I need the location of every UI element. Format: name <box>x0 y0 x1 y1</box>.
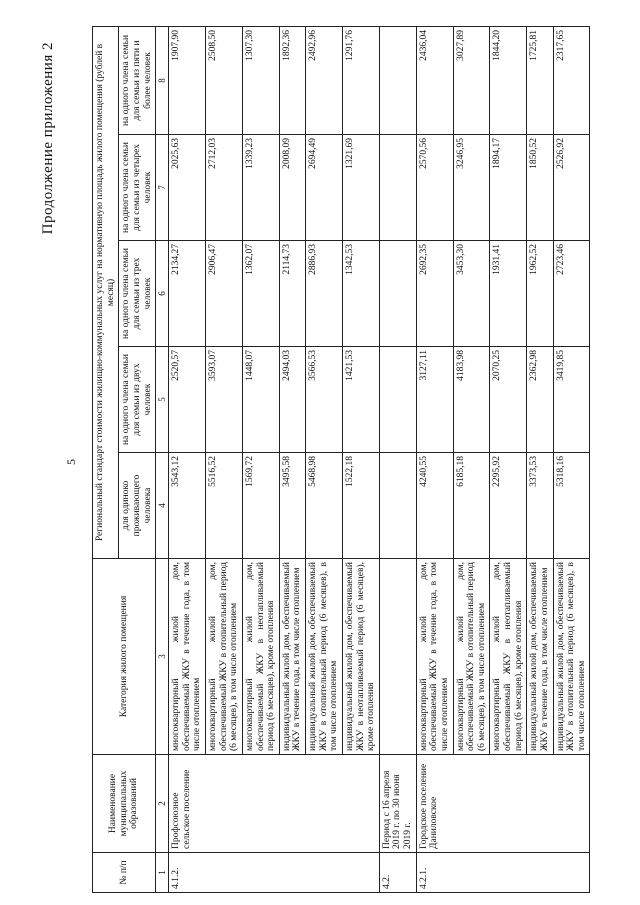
value-cell: 1894,17 <box>490 135 527 241</box>
value-cell: 2295,92 <box>490 453 527 559</box>
value-cell: 2692,35 <box>416 241 453 347</box>
value-cell: 4240,55 <box>416 453 453 559</box>
section-row <box>379 26 416 892</box>
value-cell: 1342,53 <box>342 241 379 347</box>
category-cell: многоквартирный жилой дом, обеспечиваемый ЖКУ в течение года, в том числе отоплением <box>169 559 206 755</box>
municipality-name: Городское поселение Даниловское <box>416 755 590 853</box>
value-cell: 3543,12 <box>169 453 206 559</box>
value-cell: 1339,23 <box>242 135 279 241</box>
col-number: 2 <box>156 755 169 853</box>
table-row <box>416 26 453 892</box>
value-cell: 2008,09 <box>279 135 305 241</box>
value-cell: 2436,04 <box>416 26 453 134</box>
value-cell: 2526,92 <box>553 135 590 241</box>
value-cell: 2317,65 <box>553 26 590 134</box>
appendix-title: Продолжение приложения 2 <box>40 42 56 235</box>
standards-table <box>92 26 590 893</box>
header-municipality: Наименование муниципальных образований <box>93 755 156 853</box>
value-cell: 2492,96 <box>306 26 343 134</box>
section-period: Период с 16 апреля 2019 г. по 30 июня 2019 г. <box>379 755 416 853</box>
subheader: для одиноко проживающего человека <box>119 453 156 559</box>
category-cell: индивидуальный жилой дом, обеспечиваемый ЖКУ в течение года, в том числе отоплением <box>279 559 305 755</box>
value-cell: 2886,93 <box>306 241 343 347</box>
value-cell: 6185,18 <box>453 453 490 559</box>
value-cell: 1421,53 <box>342 347 379 453</box>
value-cell: 5318,16 <box>553 453 590 559</box>
col-number: 7 <box>156 135 169 241</box>
value-cell: 3453,30 <box>453 241 490 347</box>
value-cell: 3127,11 <box>416 347 453 453</box>
category-cell: многоквартирный жилой дом, обеспечиваемый ЖКУ в течение года, в том числе отоплением <box>416 559 453 755</box>
value-cell: 2070,25 <box>490 347 527 453</box>
category-cell: индивидуальный жилой дом, обеспечиваемый ЖКУ в отопительный период (6 месяцев), в том числе отоплением <box>553 559 590 755</box>
value-cell: 1850,52 <box>527 135 553 241</box>
value-cell: 3419,85 <box>553 347 590 453</box>
subheader: на одного члена семьи для семьи из двух человек <box>119 347 156 453</box>
value-cell: 2712,03 <box>206 135 243 241</box>
col-number: 1 <box>156 853 169 893</box>
value-cell: 1892,36 <box>279 26 305 134</box>
row-number: 4.1.2. <box>169 853 380 893</box>
value-cell: 1362,07 <box>242 241 279 347</box>
category-cell: индивидуальный жилой дом, обеспечиваемый ЖКУ в отопительный период (6 месяцев), в том числе отоплением <box>306 559 343 755</box>
col-number: 3 <box>156 559 169 755</box>
subheader: на одного члена семьи для семьи из пяти и более человек <box>119 26 156 134</box>
value-cell: 2520,57 <box>169 347 206 453</box>
value-cell: 1569,72 <box>242 453 279 559</box>
value-cell: 1448,07 <box>242 347 279 453</box>
value-cell: 3373,53 <box>527 453 553 559</box>
value-cell: 3495,58 <box>279 453 305 559</box>
value-cell: 2025,63 <box>169 135 206 241</box>
section-number: 4.2. <box>379 853 416 893</box>
value-cell: 2362,98 <box>527 347 553 453</box>
value-cell: 1907,90 <box>169 26 206 134</box>
col-number: 8 <box>156 26 169 134</box>
value-cell: 2508,50 <box>206 26 243 134</box>
category-cell: индивидуальный жилой дом, обеспечиваемый ЖКУ в неотапливаемый период (6 месяцев), кроме отопления <box>342 559 379 755</box>
header-category: Категория жилого помещения <box>93 559 156 755</box>
value-cell: 2134,27 <box>169 241 206 347</box>
category-cell: многоквартирный жилой дом, обеспечиваемый ЖКУ в отопительный период (6 месяцев), в том числе отоплением <box>453 559 490 755</box>
value-cell: 5468,98 <box>306 453 343 559</box>
value-cell: 1307,30 <box>242 26 279 134</box>
value-cell: 1844,20 <box>490 26 527 134</box>
col-number: 6 <box>156 241 169 347</box>
col-number: 4 <box>156 453 169 559</box>
value-cell: 3246,95 <box>453 135 490 241</box>
value-cell: 2723,46 <box>553 241 590 347</box>
municipality-name: Профсоюзное сельское поселение <box>169 755 380 853</box>
value-cell: 4183,98 <box>453 347 490 453</box>
category-cell: многоквартирный жилой дом, обеспечиваемый ЖКУ в неотапливаемый период (6 месяцев), кроме отопления <box>490 559 527 755</box>
row-number: 4.2.1. <box>416 853 590 893</box>
category-cell: многоквартирный жилой дом, обеспечиваемый ЖКУ в неотапливаемый период (6 месяцев), кроме отопления <box>242 559 279 755</box>
value-cell: 3593,07 <box>206 347 243 453</box>
value-cell: 2494,03 <box>279 347 305 453</box>
value-cell: 1321,69 <box>342 135 379 241</box>
category-cell: индивидуальный жилой дом, обеспечиваемый ЖКУ в течение года, в том числе отоплением <box>527 559 553 755</box>
header-standard: Региональный стандарт стоимости жилищно-коммунальных услуг на нормативную площадь жилого помещения (рублей в месяц) <box>93 26 119 558</box>
value-cell: 1725,81 <box>527 26 553 134</box>
col-number: 5 <box>156 347 169 453</box>
table-row <box>169 26 206 892</box>
subheader: на одного члена семьи для семьи из трех человек <box>119 241 156 347</box>
value-cell: 2906,47 <box>206 241 243 347</box>
value-cell: 2570,56 <box>416 135 453 241</box>
subheader: на одного члена семьи для семьи из четырех человек <box>119 135 156 241</box>
header-no: № п/п <box>93 853 156 893</box>
value-cell: 3027,89 <box>453 26 490 134</box>
page-number: 5 <box>64 459 78 465</box>
value-cell: 2114,73 <box>279 241 305 347</box>
value-cell: 1962,52 <box>527 241 553 347</box>
value-cell: 2694,49 <box>306 135 343 241</box>
value-cell: 1522,18 <box>342 453 379 559</box>
category-cell: многоквартирный жилой дом, обеспечиваемый ЖКУ в отопительный период (6 месяцев), в том числе отоплением <box>206 559 243 755</box>
value-cell: 1931,41 <box>490 241 527 347</box>
value-cell: 5516,52 <box>206 453 243 559</box>
value-cell: 1291,76 <box>342 26 379 134</box>
value-cell: 3566,53 <box>306 347 343 453</box>
